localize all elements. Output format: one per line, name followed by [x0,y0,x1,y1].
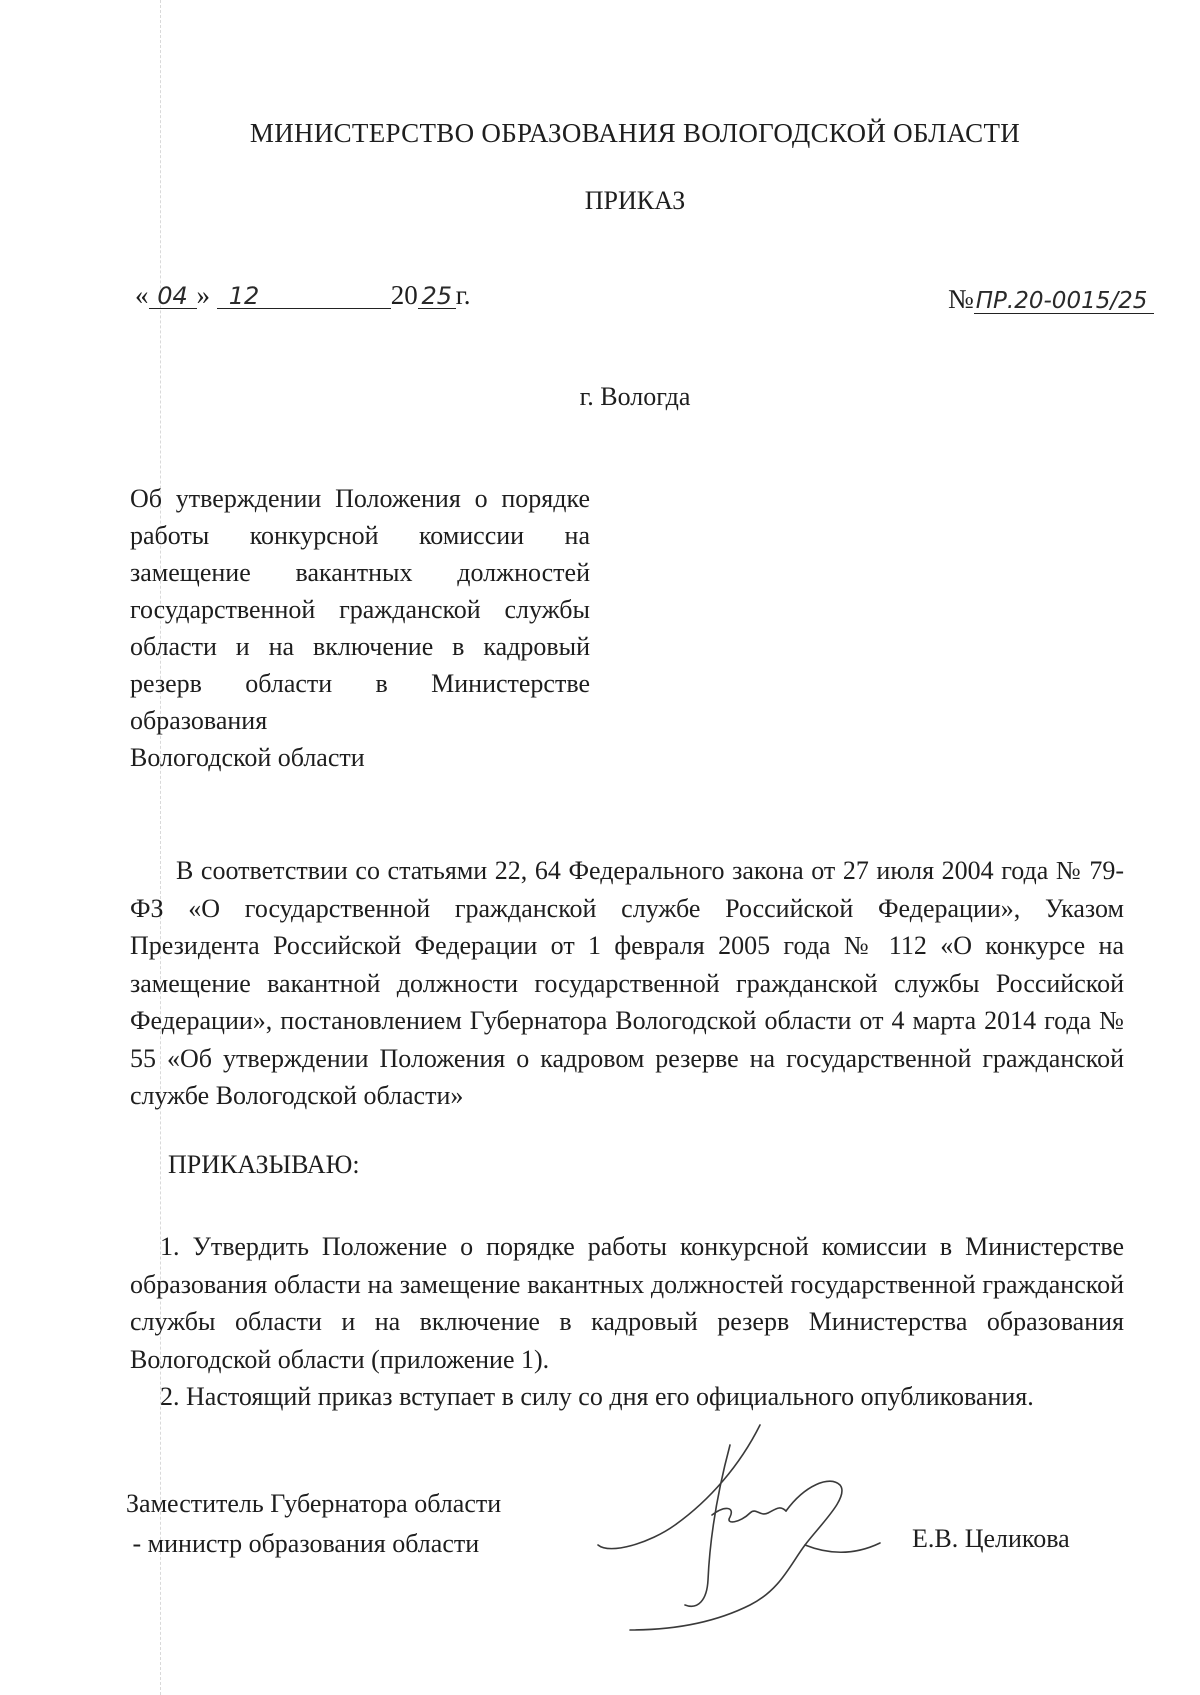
date-open-quote: « [135,280,149,310]
order-item-1: 1. Утвердить Положение о порядке работы конкурсной комиссии в Министерстве образования области на замещение вакантных должностей государственной гражданской службы области и на включение в кадровый резерв Министерства образования Вологодской области (приложение 1). [130,1232,1124,1374]
date-year-prefix: 20 [390,280,418,310]
date-day: 04 [149,284,197,309]
signer-title-line-1: Заместитель Губернатора области [126,1489,502,1518]
document-type: ПРИКАЗ [584,186,686,215]
preamble-paragraph: В соответствии со статьями 22, 64 Федерального закона от 27 июля 2004 года № 79-ФЗ «О государственной гражданской службе Российской Федерации», Указом Президента Российской Федерации от 1 февраля 2005 года № 112 «О конкурсе на замещение вакантной должности государственной гражданской службы Российской Федерации», постановлением Губернатора Вологодской области от 4 марта 2014 года № 55 «Об утверждении Положения о кадровом резерве на государственной гражданской службе Вологодской области» [130,856,1124,1110]
date-month: 12 [217,284,391,309]
date-year-suffix: 25 [418,284,456,309]
subject-last-line: Вологодской области [130,743,365,772]
signature-stroke-1 [598,1425,760,1549]
signer-name: Е.В. Целикова [912,1524,1070,1553]
date-close-quote: » [196,280,210,310]
order-item-2: 2. Настоящий приказ вступает в силу со дня его официального опубликования. [160,1382,1034,1411]
subject-main: Об утверждении Положения о порядке работы конкурсной комиссии на замещение вакантных должностей государственной гражданской службы области и на включение в кадровый резерв области в Министерстве образования [130,484,590,735]
order-date [135,280,471,311]
signature-stroke-4 [630,1481,842,1630]
date-year-end: г. [455,280,471,310]
signer-title-line-2: - министр образования области [126,1529,480,1558]
order-subject [130,480,590,776]
scan-fold-line [160,0,161,1695]
handwritten-signature [590,1405,890,1635]
signature-stroke-5 [805,1543,880,1552]
city-line: г. Вологда [579,382,691,411]
order-number [948,284,1154,315]
signature-stroke-3 [712,1508,786,1522]
number-value: ПР.20-0015/25 [974,289,1154,314]
number-sign: № [948,284,974,314]
order-word: ПРИКАЗЫВАЮ: [168,1150,360,1179]
ministry-heading: МИНИСТЕРСТВО ОБРАЗОВАНИЯ ВОЛОГОДСКОЙ ОБЛАСТИ [249,118,1021,148]
signature-stroke-2 [685,1445,730,1606]
signer-title [126,1484,501,1564]
